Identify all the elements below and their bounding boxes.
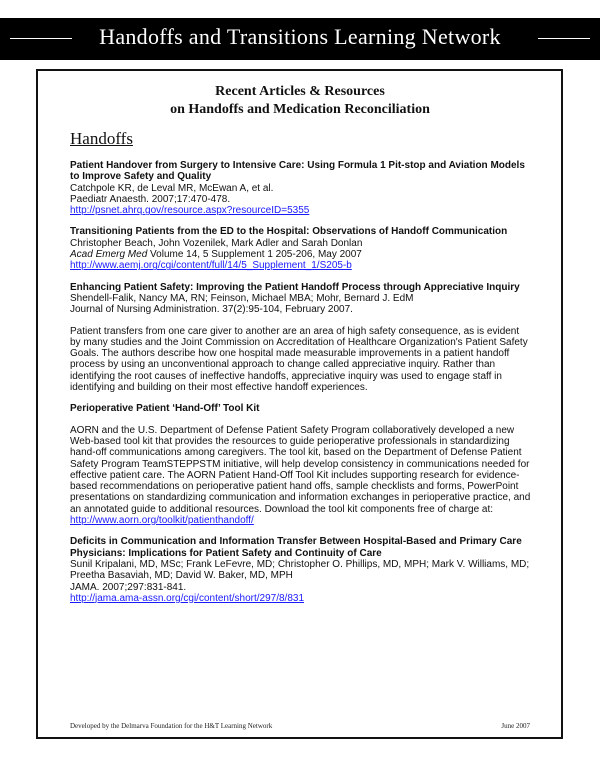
article-link[interactable]: http://www.aemj.org/cgi/content/full/14/5_Supplement_1/S205-b bbox=[70, 260, 352, 272]
page-header bbox=[0, 83, 600, 119]
article-authors: Christopher Beach, John Vozenilek, Mark Adler and Sarah Donlan bbox=[70, 237, 363, 249]
banner-rule-right bbox=[538, 38, 590, 39]
journal-details: Volume 14, 5 Supplement 1 205-206, May 2007 bbox=[147, 249, 362, 261]
article-summary: AORN and the U.S. Department of Defense Patient Safety Program collaboratively developed a new Web-based tool kit that provides the resources to guide perioperative professionals in standardizing hand-off communications among caregivers. The tool kit, based on the Department of Defense Patient Safety Program TeamSTEPPSTM initiative, will help develop consistency in communications needed for effective patient care. The AORN Patient Hand-Off Tool Kit includes supporting research for evidence-based recommendations on perioperative patient hand offs, sample checklists and forms, PowerPoint presentations on standardizing communication and information exchanges in perioperative practice, and an annotated guide to additional resources. Download the tool kit components free of charge at: bbox=[70, 424, 531, 515]
article-authors: Shendell-Falik, Nancy MA, RN; Feinson, Michael MBA; Mohr, Bernard J. EdM bbox=[70, 292, 414, 304]
article-link[interactable]: http://jama.ama-assn.org/cgi/content/short/297/8/831 bbox=[70, 592, 305, 604]
article bbox=[70, 536, 532, 604]
article-title: Patient Handover from Surgery to Intensive Care: Using Formula 1 Pit-stop and Aviation Models to Improve Safety and Quality bbox=[70, 160, 525, 183]
article-title: Transitioning Patients from the ED to the Hospital: Observations of Handoff Communication bbox=[70, 226, 508, 238]
article bbox=[70, 403, 532, 526]
article-title: Enhancing Patient Safety: Improving the Patient Handoff Process through Appreciative Inquiry bbox=[70, 281, 520, 293]
banner bbox=[0, 18, 600, 60]
article-title: Deficits in Communication and Information Transfer Between Hospital-Based and Primary Care Physicians: Implications for Patient Safety and Continuity of Care bbox=[70, 536, 522, 559]
article-list bbox=[70, 160, 532, 614]
footer-date: June 2007 bbox=[501, 722, 530, 730]
article-title: Perioperative Patient ‘Hand-Off’ Tool Kit bbox=[70, 403, 260, 415]
article-journal: Paediatr Anaesth. 2007;17:470-478. bbox=[70, 193, 231, 205]
section-title: Handoffs bbox=[70, 129, 133, 148]
article-journal: Journal of Nursing Administration. 37(2):95-104, February 2007. bbox=[70, 304, 353, 316]
article bbox=[70, 226, 532, 271]
article-journal bbox=[70, 249, 532, 260]
article-authors: Sunil Kripalani, MD, MSc; Frank LeFevre, MD; Christopher O. Phillips, MD, MPH; Mark V. Williams, MD; Preetha Basaviah, MD; David W. Baker, MD, MPH bbox=[70, 558, 530, 582]
header-line-1: Recent Articles & Resources bbox=[215, 84, 385, 99]
article-summary: Patient transfers from one care giver to another are an area of high safety consequence, as is evident by many studies and the Joint Commission on Accreditation of Healthcare Organization's Patient Safety Goals. The authors describe how one hospital made measurable improvements in a patient handoff process by using an unconventional approach to change called appreciative inquiry. Rather than identifying the root causes of ineffective handoffs, appreciative inquiry was used to engage staff in identifying and building on their most effective handoff experiences. bbox=[70, 325, 528, 394]
article-link[interactable]: http://www.aorn.org/toolkit/patienthandoff/ bbox=[70, 515, 254, 527]
journal-name: Acad Emerg Med bbox=[70, 249, 148, 261]
article-journal: JAMA. 2007;297:831-841. bbox=[70, 581, 187, 593]
article-link[interactable]: http://psnet.ahrq.gov/resource.aspx?resourceID=5355 bbox=[70, 205, 310, 217]
footer-credit: Developed by the Delmarva Foundation for the H&T Learning Network bbox=[70, 722, 273, 730]
article bbox=[70, 160, 532, 216]
article-authors: Catchpole KR, de Leval MR, McEwan A, et al. bbox=[70, 182, 274, 194]
header-line-2: on Handoffs and Medication Reconciliation bbox=[170, 102, 430, 117]
banner-title: Handoffs and Transitions Learning Network bbox=[99, 24, 501, 49]
footer bbox=[70, 722, 530, 730]
article bbox=[70, 282, 532, 394]
